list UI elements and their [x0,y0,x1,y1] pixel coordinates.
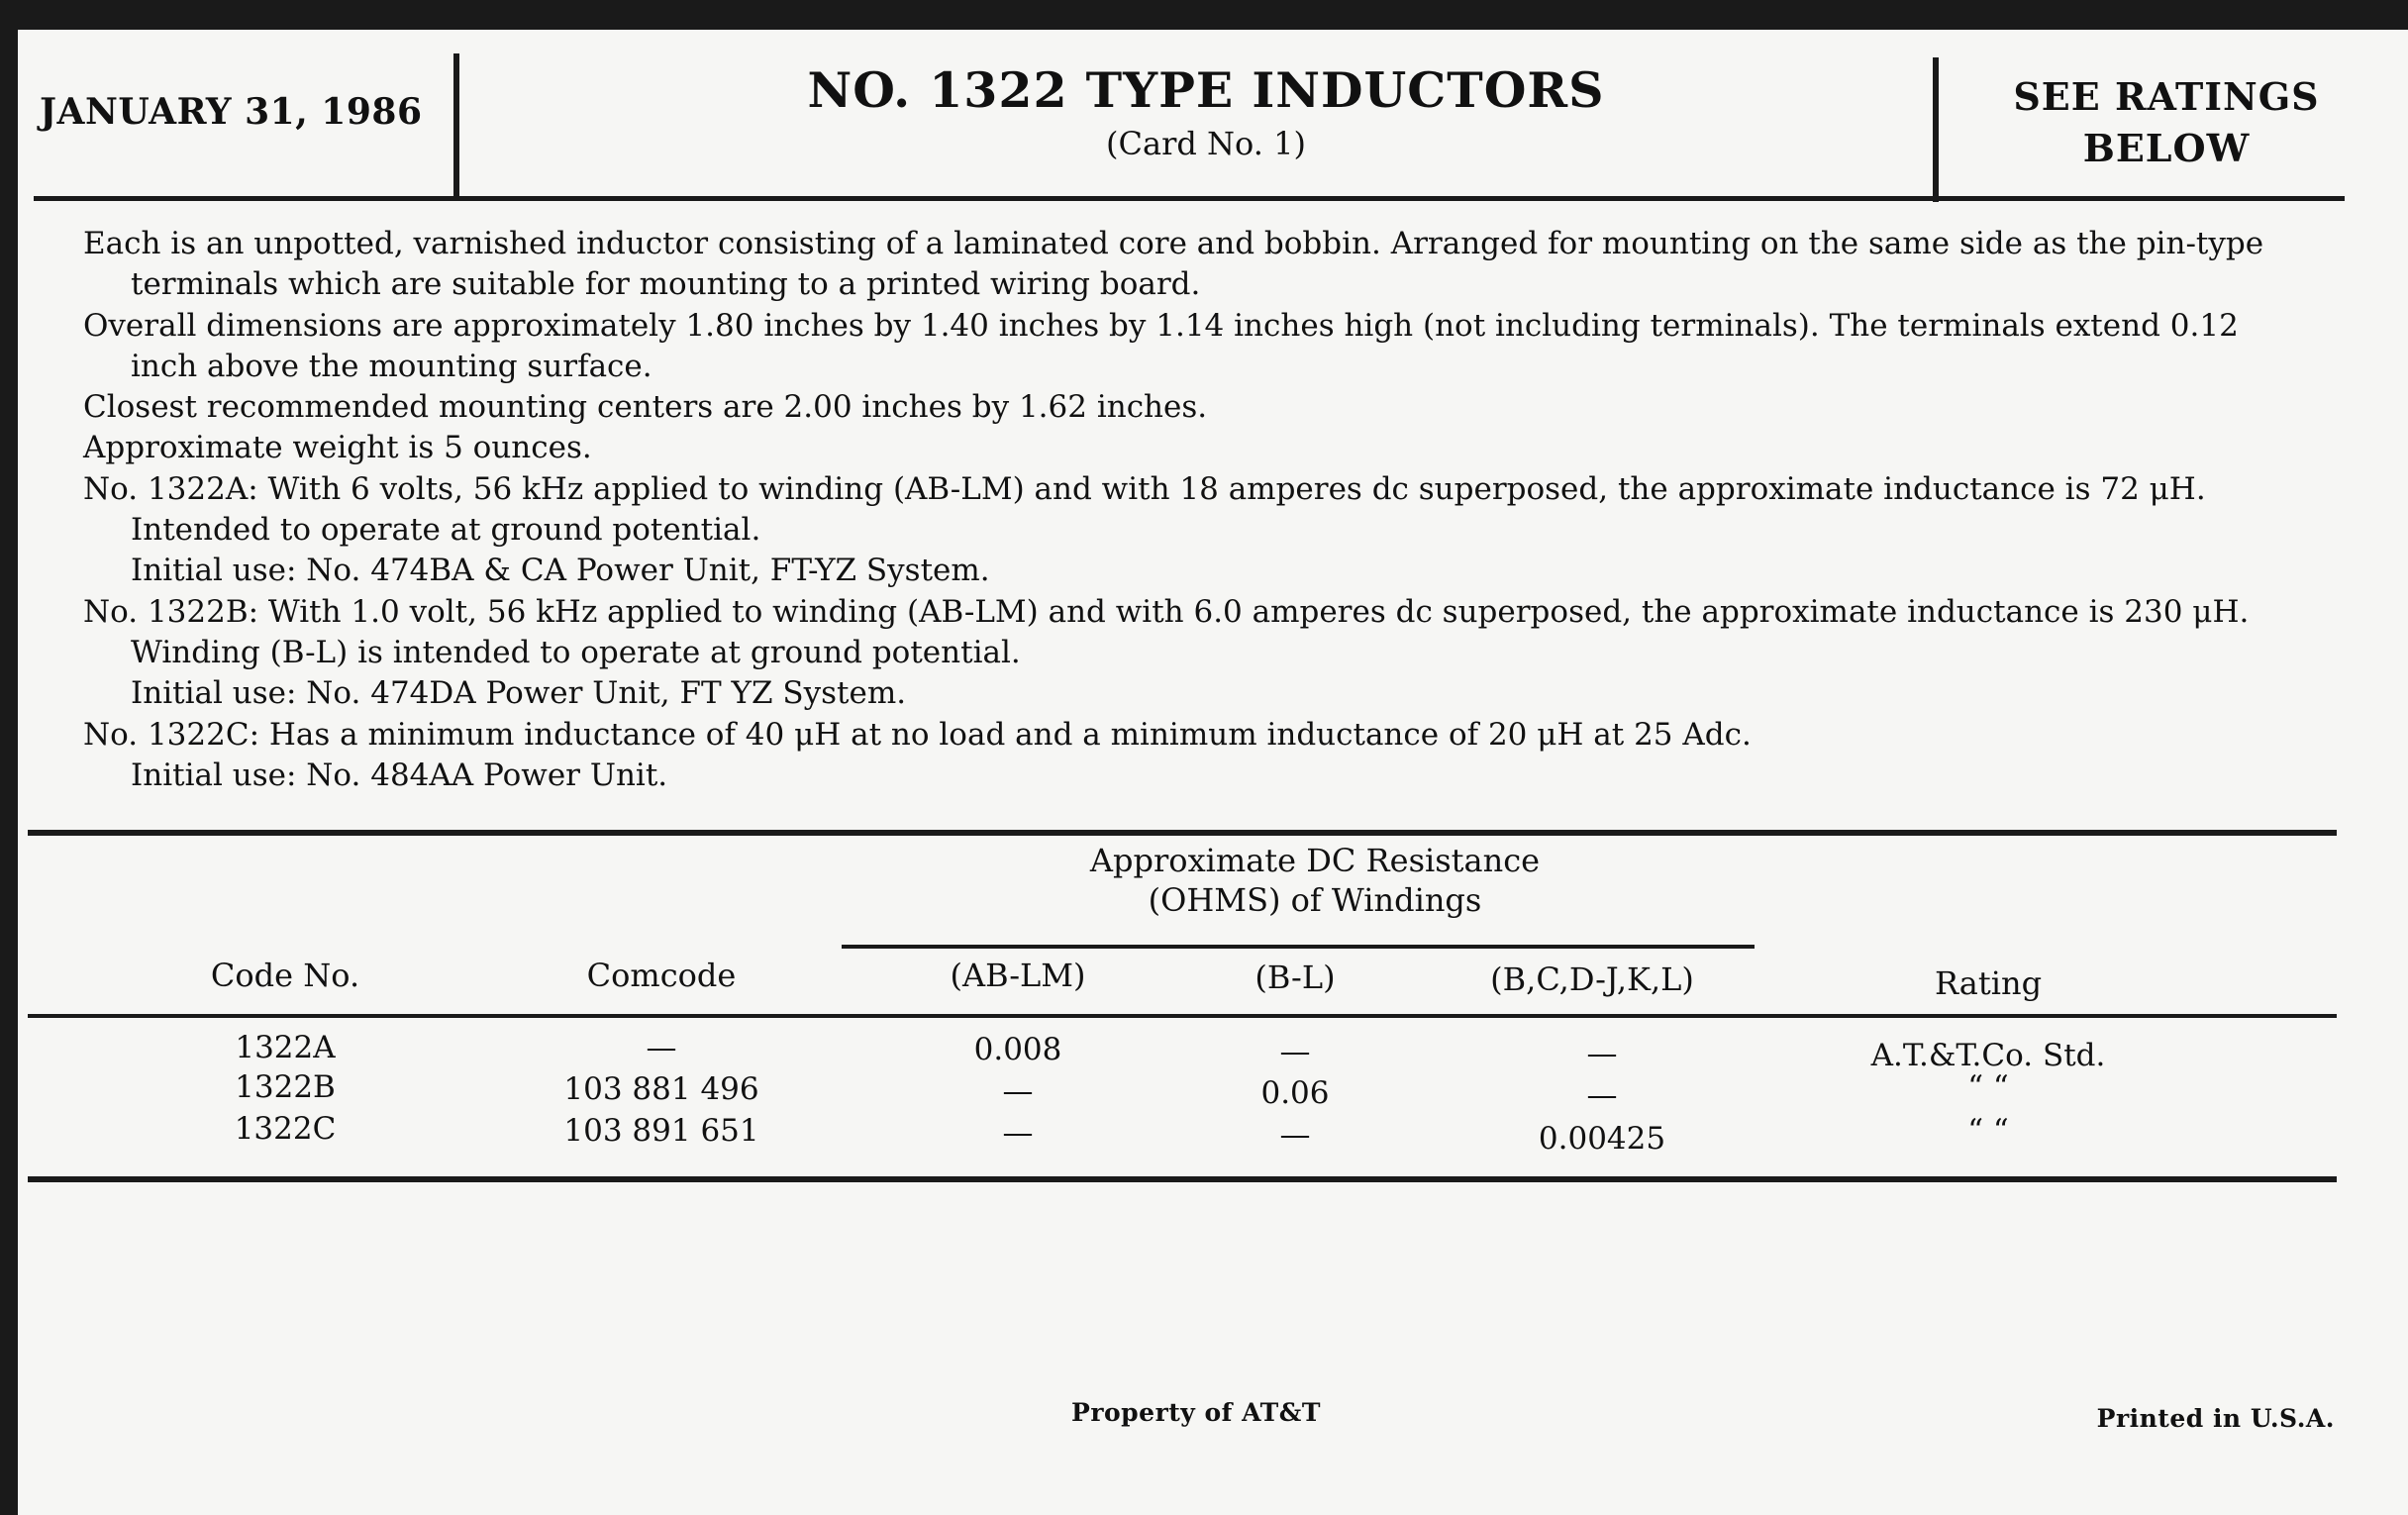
resistance-group-header-line1: Approximate DC Resistance [1089,842,1541,879]
code-c-line2: Initial use: No. 484AA Power Unit. [131,757,668,793]
table-row-1-comcode: — [646,1030,677,1065]
rating-note-line2: BELOW [2082,126,2251,170]
col-header-rating: Rating [1934,964,2043,1002]
col-header-bcdjkl: (B,C,D-J,K,L) [1490,960,1694,998]
property-notice: Property of AT&T [1071,1398,1321,1427]
col-header-ab-lm: (AB-LM) [950,957,1086,994]
table-row-2-code: 1322B [235,1069,336,1105]
catalog-card [18,30,2408,1515]
table-row-2-rating: “ “ [1967,1069,2009,1105]
group-header-rule [842,945,1755,949]
card-title: NO. 1322 TYPE INDUCTORS [807,61,1605,119]
table-row-3-ab-lm: — [1002,1115,1034,1151]
table-row-3-comcode: 103 891 651 [563,1113,759,1149]
table-row-3-rating: “ “ [1967,1113,2009,1149]
table-row-3-code: 1322C [234,1111,337,1147]
table-row-1-bcdjkl: — [1586,1036,1618,1071]
table-row-2-bcdjkl: — [1586,1077,1618,1113]
header-divider-right [1933,57,1939,202]
table-row-1-rating: A.T.&T.Co. Std. [1870,1038,2106,1073]
table-row-3-bcdjkl: 0.00425 [1538,1121,1666,1157]
table-row-1-code: 1322A [235,1030,336,1065]
table-row-1-ab-lm: 0.008 [973,1032,1062,1067]
code-a-line3: Initial use: No. 474BA & CA Power Unit, FT-YZ System. [131,553,990,589]
rating-note [1958,71,2374,174]
table-bottom-rule [28,1176,2337,1182]
card-date: JANUARY 31, 1986 [40,91,423,133]
code-b-line3: Initial use: No. 474DA Power Unit, FT YZ System. [131,675,907,712]
code-b-line2: Winding (B-L) is intended to operate at ground potential. [131,634,1021,670]
description-paragraph: Each is an unpotted, varnished inductor consisting of a laminated core and bobbin. Arranged for mounting on the same side as the pin-type terminals which are suitable for mounting to a printed wiring board. [83,226,2264,303]
header-divider-left [453,53,459,200]
resistance-group-header-line2: (OHMS) of Windings [1148,881,1482,919]
dimensions-paragraph: Overall dimensions are approximately 1.80 inches by 1.40 inches by 1.14 inches high (not including terminals). The terminals extend 0.12 inch above the mounting surface. [83,307,2239,384]
table-top-rule [28,830,2337,836]
card-subtitle: (Card No. 1) [1106,125,1306,162]
weight-paragraph: Approximate weight is 5 ounces. [83,430,592,466]
rating-note-line1: SEE RATINGS [2013,74,2320,119]
table-header-rule [28,1014,2337,1018]
code-c-line1: No. 1322C: Has a minimum inductance of 40 μH at no load and a minimum inductance of 20 μH at 25 Adc. [83,716,1752,753]
col-header-code: Code No. [210,957,360,994]
table-row-2-ab-lm: — [1002,1073,1034,1109]
table-row-2-b-l: 0.06 [1260,1075,1330,1111]
col-header-b-l: (B-L) [1254,959,1336,996]
printed-notice: Printed in U.S.A. [2096,1404,2335,1433]
header-bottom-rule [34,196,2345,201]
table-row-1-b-l: — [1279,1034,1311,1069]
description-text [83,224,2311,796]
mounting-paragraph: Closest recommended mounting centers are 2.00 inches by 1.62 inches. [83,389,1208,426]
code-a-line2: Intended to operate at ground potential. [131,512,761,549]
col-header-comcode: Comcode [586,957,737,994]
table-row-2-comcode: 103 881 496 [563,1071,759,1107]
table-row-3-b-l: — [1279,1117,1311,1153]
code-b-line1: No. 1322B: With 1.0 volt, 56 kHz applied to winding (AB-LM) and with 6.0 amperes dc superposed, the approximate inductance is 230 μH. [83,593,2250,630]
code-a-line1: No. 1322A: With 6 volts, 56 kHz applied to winding (AB-LM) and with 18 amperes dc superposed, the approximate inductance is 72 μH. [83,470,2206,507]
